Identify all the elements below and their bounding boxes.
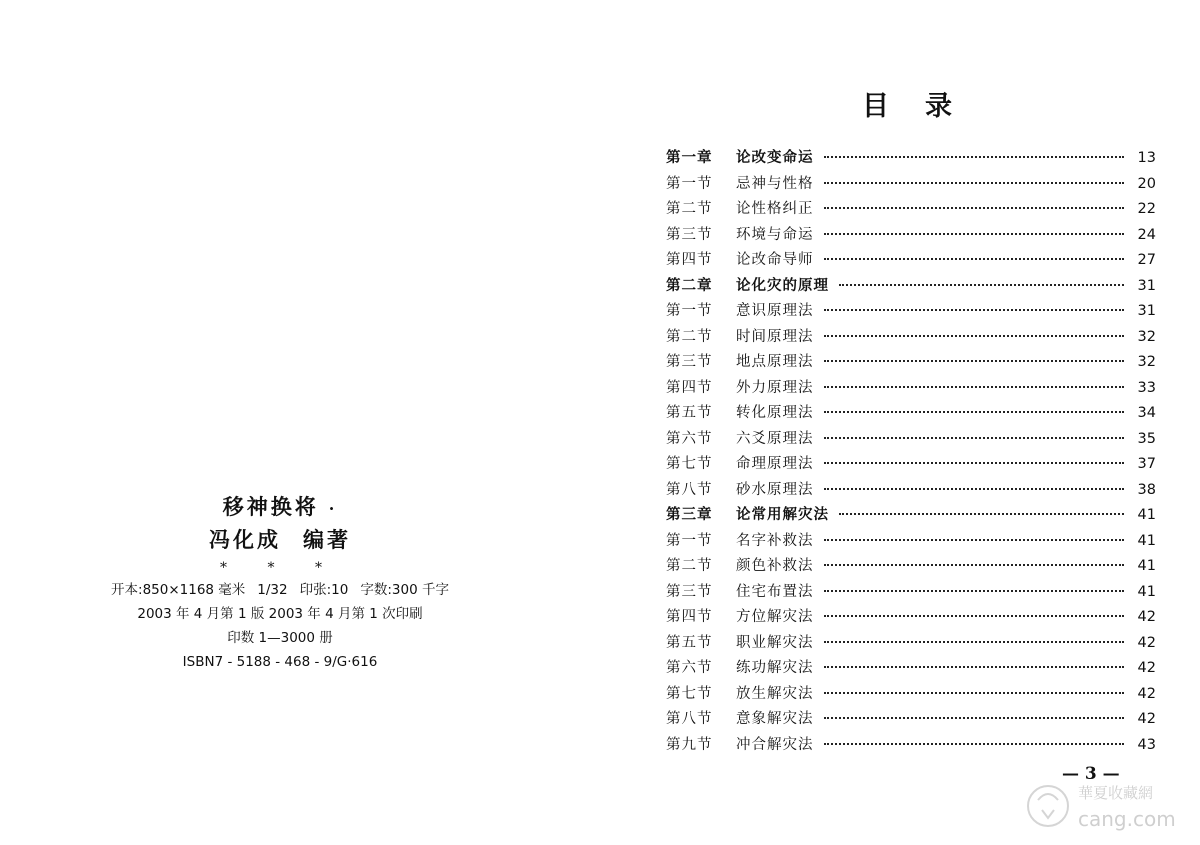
toc-page-number: 34 bbox=[1137, 405, 1156, 421]
toc-page-number: 42 bbox=[1137, 685, 1156, 702]
toc-title: 论改变命运 bbox=[736, 150, 814, 166]
toc-title: 论改命导师 bbox=[736, 252, 814, 268]
toc-number: 第二章 bbox=[666, 277, 713, 294]
toc-dot-leader bbox=[824, 203, 1125, 209]
toc-title: 练功解灾法 bbox=[736, 660, 814, 676]
watermark-domain: cang.com bbox=[1078, 807, 1176, 831]
toc-dot-leader bbox=[824, 713, 1125, 719]
toc-title: 论性格纠正 bbox=[736, 201, 814, 217]
colophon bbox=[100, 492, 460, 674]
toc-title: 冲合解灾法 bbox=[736, 736, 814, 753]
toc-page-number: 24 bbox=[1137, 226, 1156, 243]
toc-number: 第七节 bbox=[666, 685, 713, 702]
toc-section-row bbox=[666, 223, 1156, 249]
toc-number: 第三节 bbox=[666, 354, 713, 370]
toc-page-number: 33 bbox=[1137, 379, 1156, 396]
toc-chapter-row bbox=[666, 146, 1156, 172]
toc-page-number: 41 bbox=[1137, 507, 1156, 523]
toc-dot-leader bbox=[824, 637, 1125, 643]
toc-dot-leader bbox=[839, 280, 1124, 286]
toc-page-number: 42 bbox=[1137, 711, 1156, 727]
word-count: 字数:300 千字 bbox=[360, 582, 449, 598]
toc-title: 转化原理法 bbox=[736, 405, 814, 421]
toc-section-row bbox=[666, 197, 1156, 223]
toc-page-number: 22 bbox=[1137, 201, 1156, 217]
toc-page-number: 42 bbox=[1137, 634, 1156, 651]
author-role: 编著 bbox=[303, 527, 351, 552]
toc-number: 第二节 bbox=[666, 558, 713, 574]
toc-section-row bbox=[666, 325, 1156, 351]
toc-page-number: 20 bbox=[1137, 175, 1156, 192]
watermark-emblem-icon bbox=[1028, 786, 1068, 826]
toc-title: 方位解灾法 bbox=[736, 609, 814, 625]
page-number: — 3 — bbox=[1062, 764, 1120, 784]
toc-title: 意象解灾法 bbox=[736, 711, 814, 727]
toc-number: 第一节 bbox=[666, 532, 713, 549]
toc-section-row bbox=[666, 401, 1156, 427]
toc-title: 论化灾的原理 bbox=[736, 277, 829, 294]
toc-title: 住宅布置法 bbox=[736, 583, 814, 600]
toc-section-row bbox=[666, 427, 1156, 453]
toc-page-number: 13 bbox=[1137, 150, 1156, 166]
toc-page-number: 31 bbox=[1137, 277, 1156, 294]
toc-dot-leader bbox=[824, 458, 1125, 464]
toc-title: 命理原理法 bbox=[736, 456, 814, 472]
toc-number: 第五节 bbox=[666, 634, 713, 651]
toc-page-number: 42 bbox=[1137, 660, 1156, 676]
watermark-name: 華夏收藏網 bbox=[1078, 784, 1154, 802]
toc-number: 第六节 bbox=[666, 660, 713, 676]
format-fraction: 1/32 bbox=[257, 582, 288, 598]
watermark-logo bbox=[1020, 770, 1190, 840]
toc-number: 第九节 bbox=[666, 736, 713, 753]
toc-dot-leader bbox=[824, 662, 1125, 668]
toc-page-number: 35 bbox=[1137, 430, 1156, 447]
toc-dot-leader bbox=[824, 535, 1125, 541]
toc-page-number: 41 bbox=[1137, 583, 1156, 600]
section-stars: * * * bbox=[220, 560, 340, 576]
toc-title: 意识原理法 bbox=[736, 303, 814, 319]
toc-section-row bbox=[666, 478, 1156, 504]
toc-dot-leader bbox=[824, 152, 1125, 158]
toc-section-row bbox=[666, 656, 1156, 682]
toc-number: 第六节 bbox=[666, 430, 713, 447]
edition-line: 2003 年 4 月第 1 版 2003 年 4 月第 1 次印刷 bbox=[137, 606, 423, 622]
toc-dot-leader bbox=[824, 611, 1125, 617]
toc-section-row bbox=[666, 376, 1156, 402]
toc-page-number: 31 bbox=[1137, 303, 1156, 319]
toc-page-number: 41 bbox=[1137, 558, 1156, 574]
toc-title: 颜色补救法 bbox=[736, 558, 814, 574]
toc-number: 第四节 bbox=[666, 252, 713, 268]
toc-number: 第二节 bbox=[666, 201, 713, 217]
toc-title: 六爻原理法 bbox=[736, 430, 814, 447]
toc-dot-leader bbox=[824, 254, 1125, 260]
format-line bbox=[100, 578, 460, 602]
print-run: 印数 1—3000 册 bbox=[227, 630, 333, 646]
toc-section-row bbox=[666, 631, 1156, 657]
toc-section-row bbox=[666, 452, 1156, 478]
toc-page-number: 42 bbox=[1137, 609, 1156, 625]
toc-section-row bbox=[666, 529, 1156, 555]
toc-section-row bbox=[666, 733, 1156, 759]
toc-dot-leader bbox=[824, 229, 1125, 235]
toc-heading: 目录 bbox=[862, 91, 988, 122]
toc-number: 第三章 bbox=[666, 507, 713, 523]
toc-page-number: 32 bbox=[1137, 354, 1156, 370]
toc-dot-leader bbox=[824, 433, 1125, 439]
toc-chapter-row bbox=[666, 274, 1156, 300]
format-size: 开本:850×1168 毫米 bbox=[111, 582, 246, 598]
toc-title: 环境与命运 bbox=[736, 226, 814, 243]
isbn: ISBN7 - 5188 - 468 - 9/G·616 bbox=[182, 654, 378, 670]
toc-number: 第八节 bbox=[666, 711, 713, 727]
toc-title: 忌神与性格 bbox=[736, 175, 814, 192]
toc-number: 第三节 bbox=[666, 226, 713, 243]
toc-number: 第八节 bbox=[666, 481, 713, 498]
toc-dot-leader bbox=[824, 382, 1125, 388]
toc-number: 第四节 bbox=[666, 379, 713, 396]
toc-section-row bbox=[666, 707, 1156, 733]
toc-dot-leader bbox=[824, 688, 1125, 694]
toc-page-number: 43 bbox=[1137, 736, 1156, 753]
toc-dot-leader bbox=[824, 484, 1125, 490]
toc-dot-leader bbox=[824, 356, 1125, 362]
toc-number: 第五节 bbox=[666, 405, 713, 421]
toc-title: 外力原理法 bbox=[736, 379, 814, 396]
toc-title: 砂水原理法 bbox=[736, 481, 814, 498]
toc-dot-leader bbox=[824, 331, 1125, 337]
toc-number: 第一节 bbox=[666, 175, 713, 192]
toc-page-number: 32 bbox=[1137, 328, 1156, 345]
toc-dot-leader bbox=[824, 178, 1125, 184]
toc-page-number: 37 bbox=[1137, 456, 1156, 472]
toc-section-row bbox=[666, 172, 1156, 198]
toc-number: 第四节 bbox=[666, 609, 713, 625]
table-of-contents bbox=[666, 146, 1156, 758]
toc-title: 职业解灾法 bbox=[736, 634, 814, 651]
toc-page-number: 41 bbox=[1137, 532, 1156, 549]
toc-section-row bbox=[666, 580, 1156, 606]
print-sheets: 印张:10 bbox=[299, 582, 349, 598]
toc-number: 第二节 bbox=[666, 328, 713, 345]
author-line bbox=[100, 524, 460, 556]
book-title-line bbox=[100, 492, 460, 524]
book-title: 移神换将 bbox=[222, 494, 319, 519]
toc-dot-leader bbox=[824, 305, 1125, 311]
title-dot: · bbox=[328, 499, 338, 518]
toc-number: 第三节 bbox=[666, 583, 713, 600]
author-name: 冯化成 bbox=[209, 527, 281, 552]
toc-title: 论常用解灾法 bbox=[736, 507, 829, 523]
toc-section-row bbox=[666, 682, 1156, 708]
toc-dot-leader bbox=[839, 509, 1124, 515]
toc-dot-leader bbox=[824, 407, 1125, 413]
toc-number: 第七节 bbox=[666, 456, 713, 472]
toc-section-row bbox=[666, 350, 1156, 376]
contents-page bbox=[600, 0, 1200, 845]
toc-section-row bbox=[666, 554, 1156, 580]
toc-section-row bbox=[666, 605, 1156, 631]
toc-title: 时间原理法 bbox=[736, 328, 814, 345]
toc-number: 第一章 bbox=[666, 150, 713, 166]
toc-dot-leader bbox=[824, 739, 1125, 745]
toc-number: 第一节 bbox=[666, 303, 713, 319]
toc-section-row bbox=[666, 299, 1156, 325]
toc-page-number: 38 bbox=[1137, 481, 1156, 498]
toc-page-number: 27 bbox=[1137, 252, 1156, 268]
toc-title: 放生解灾法 bbox=[736, 685, 814, 702]
toc-title: 地点原理法 bbox=[736, 354, 814, 370]
toc-section-row bbox=[666, 248, 1156, 274]
toc-chapter-row bbox=[666, 503, 1156, 529]
toc-title: 名字补救法 bbox=[736, 532, 814, 549]
toc-dot-leader bbox=[824, 560, 1125, 566]
toc-dot-leader bbox=[824, 586, 1125, 592]
